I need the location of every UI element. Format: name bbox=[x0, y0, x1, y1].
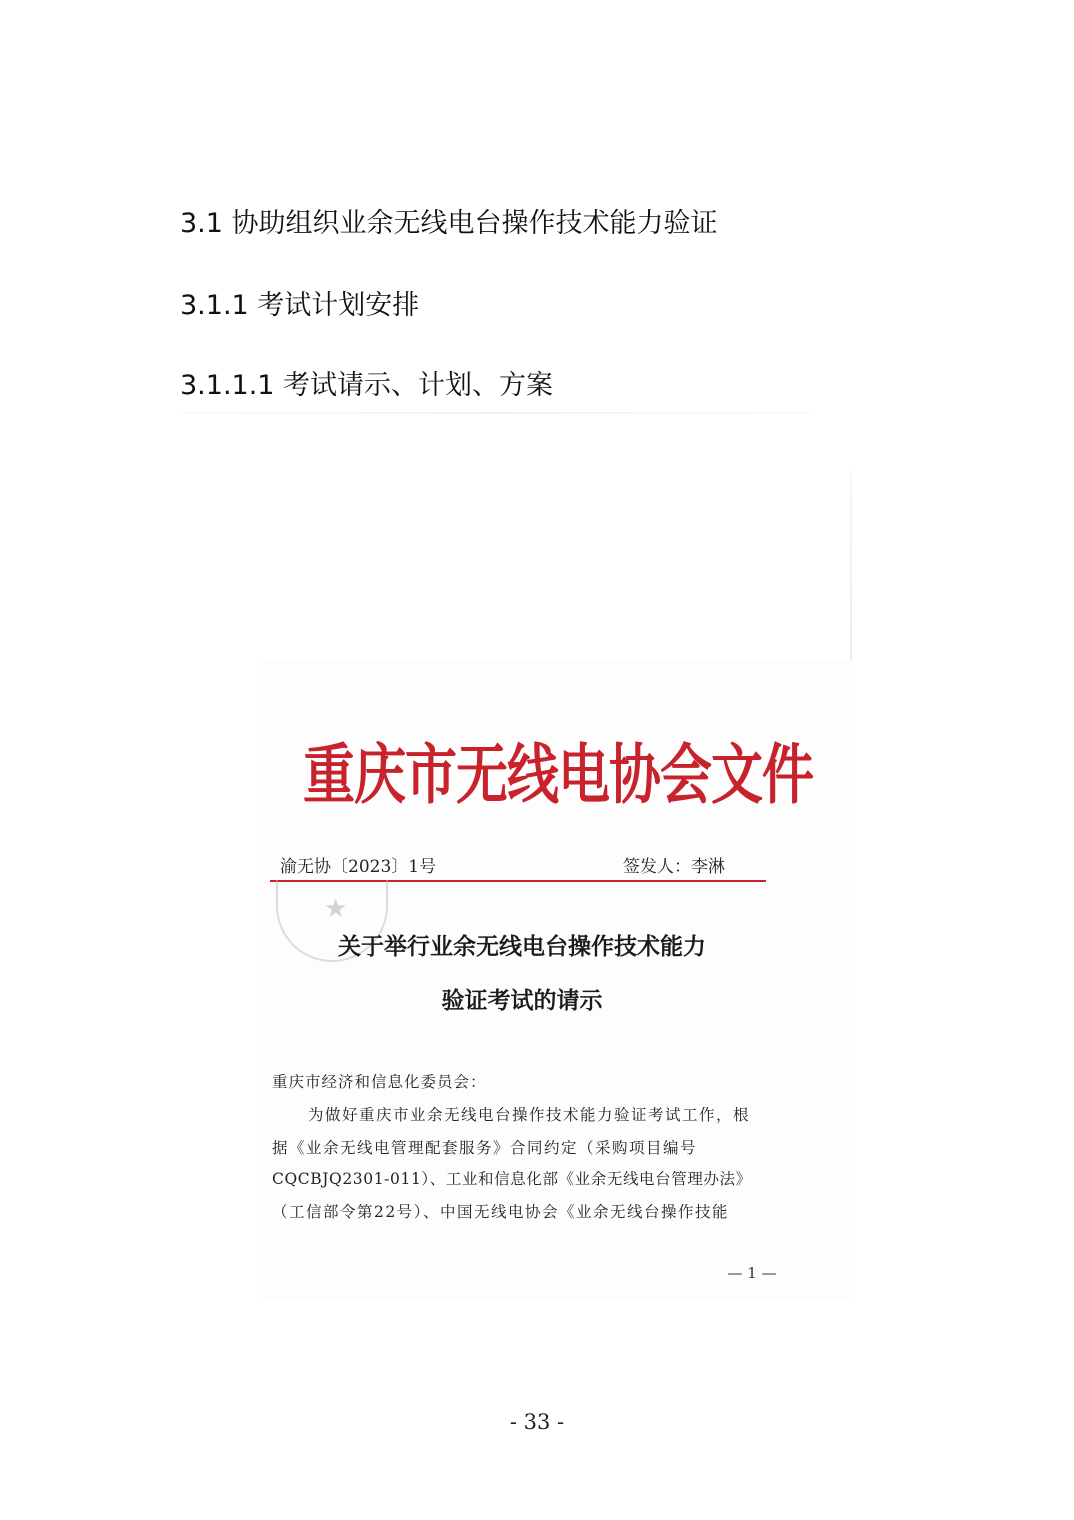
body-line: （工信部令第22号）、中国无线电协会《业余无线台操作技能 bbox=[272, 1203, 729, 1221]
scan-edge-top bbox=[180, 412, 810, 414]
section-heading-3-1: 3.1 协助组织业余无线电台操作技术能力验证 bbox=[180, 208, 718, 239]
section-heading-3-1-1-1: 3.1.1.1 考试请示、计划、方案 bbox=[180, 370, 554, 401]
body-line: 据《业余无线电管理配套服务》合同约定（采购项目编号 bbox=[272, 1139, 698, 1157]
body-line: 为做好重庆市业余无线电台操作技术能力验证考试工作，根 bbox=[308, 1106, 751, 1124]
section-heading-3-1-1: 3.1.1 考试计划安排 bbox=[180, 290, 420, 321]
star-icon: ★ bbox=[324, 894, 348, 924]
doc-number: 渝无协〔2023〕1号 bbox=[280, 857, 437, 877]
recipient-line: 重庆市经济和信息化委员会： bbox=[272, 1073, 487, 1091]
doc-title-line-1: 关于举行业余无线电台操作技术能力 bbox=[338, 933, 706, 960]
page-number: - 33 - bbox=[509, 1410, 565, 1434]
org-header: 重庆市无线电协会文件 bbox=[302, 737, 813, 814]
scan-page-number: — 1 — bbox=[727, 1264, 777, 1282]
body-line: CQCBJQ2301-011）、工业和信息化部《业余无线电台管理办法》 bbox=[272, 1170, 752, 1188]
doc-title-line-2: 验证考试的请示 bbox=[441, 987, 603, 1014]
signer: 签发人：李淋 bbox=[623, 857, 725, 877]
scanned-document bbox=[262, 660, 854, 1300]
